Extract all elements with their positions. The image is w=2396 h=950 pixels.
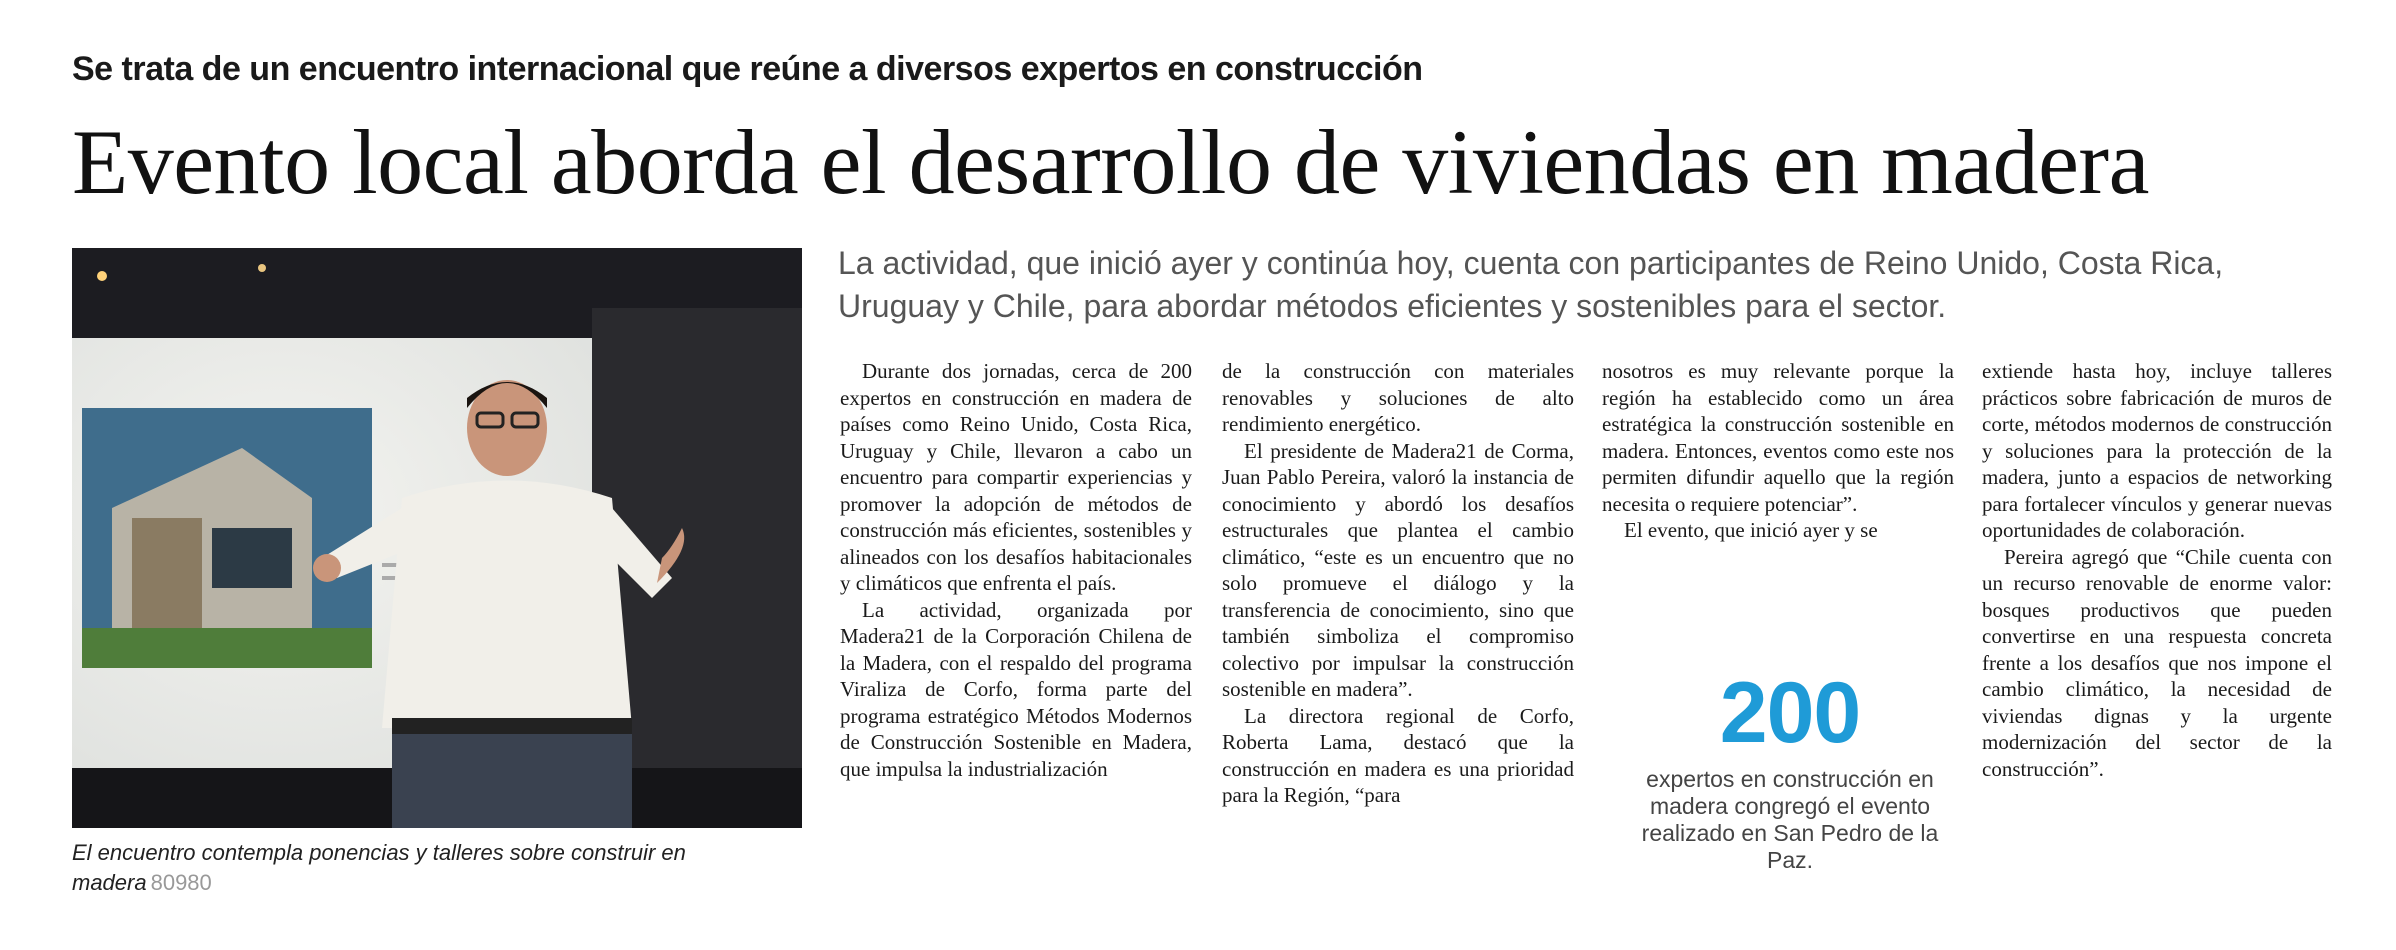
paragraph: Pereira agregó que “Chile cuenta con un recurso renovable de enorme valor: bosques productivos que pueden convertirse en una respuesta concreta frente a los desafíos que nos impone el cambio climático, la necesidad de viviendas dignas y la urgente modernización del sector de la construcción”. xyxy=(1982,544,2332,781)
article-headline: Evento local aborda el desarrollo de viviendas en madera xyxy=(72,111,2149,213)
photo-caption xyxy=(72,838,802,898)
highlight-text: expertos en construcción en madera congregó el evento realizado en San Pedro de la Paz. xyxy=(1641,766,1939,873)
paragraph: nosotros es muy relevante porque la región ha establecido como un área estratégica la construcción sostenible en madera. Entonces, eventos como este nos permiten difundir aquello que la región necesita o requiere potenciar”. xyxy=(1602,359,1954,516)
body-column-4 xyxy=(1982,358,2332,782)
article-kicker: Se trata de un encuentro internacional que reúne a diversos expertos en construcción xyxy=(72,50,1423,88)
paragraph: La actividad, organizada por Madera21 de la Corporación Chilena de la Madera, con el respaldo del programa Viraliza de Corfo, forma parte del programa estratégico Métodos Modernos de Construcción Sostenible en Madera, que impulsa la industrialización xyxy=(840,597,1192,781)
photo-id-stamp: 80980 xyxy=(150,870,212,895)
highlight-number: 200 xyxy=(1719,665,1861,761)
article-summary: La actividad, que inició ayer y continúa hoy, cuenta con participantes de Reino Unido, Costa Rica, Uruguay y Chile, para abordar métodos eficientes y sostenibles para el sector. xyxy=(838,245,2224,324)
paragraph: La directora regional de Corfo, Roberta Lama, destacó que la construcción en madera es una prioridad para la Región, “para xyxy=(1222,703,1574,807)
body-column-3 xyxy=(1602,358,1954,544)
photo-caption-text: El encuentro contempla ponencias y talleres sobre construir en madera xyxy=(72,840,686,895)
body-column-2 xyxy=(1222,358,1574,809)
speaker-photo-illustration xyxy=(72,248,802,828)
paragraph: El presidente de Madera21 de Corma, Juan Pablo Pereira, valoró la instancia de conocimiento y abordó los desafíos estructurales que plantea el cambio climático, “este es un encuentro que no solo promueve el diálogo y la transferencia de conocimiento, sino que también simboliza el compromiso colectivo por impulsar la construcción sostenible en madera”. xyxy=(1222,438,1574,701)
paragraph: extiende hasta hoy, incluye talleres prácticos sobre fabricación de muros de corte, métodos modernos de construcción y soluciones para la protección de la madera, junto a espacios de networking para fortalecer vínculos y generar nuevas oportunidades de colaboración. xyxy=(1982,359,2332,542)
article-photo xyxy=(72,248,802,828)
paragraph: de la construcción con materiales renovables y soluciones de alto rendimiento energético. xyxy=(1222,359,1574,436)
highlight-box xyxy=(1640,665,1940,874)
paragraph: Durante dos jornadas, cerca de 200 expertos en construcción en madera de países como Reino Unido, Costa Rica, Uruguay y Chile, llevaron a cabo un encuentro para compartir experiencias y promover la adopción de métodos de construcción más eficientes, sostenibles y alineados con los desafíos habitacionales y climáticos que enfrenta el país. xyxy=(840,359,1192,595)
body-column-1 xyxy=(840,358,1192,782)
paragraph: El evento, que inició ayer y se xyxy=(1624,518,1878,542)
